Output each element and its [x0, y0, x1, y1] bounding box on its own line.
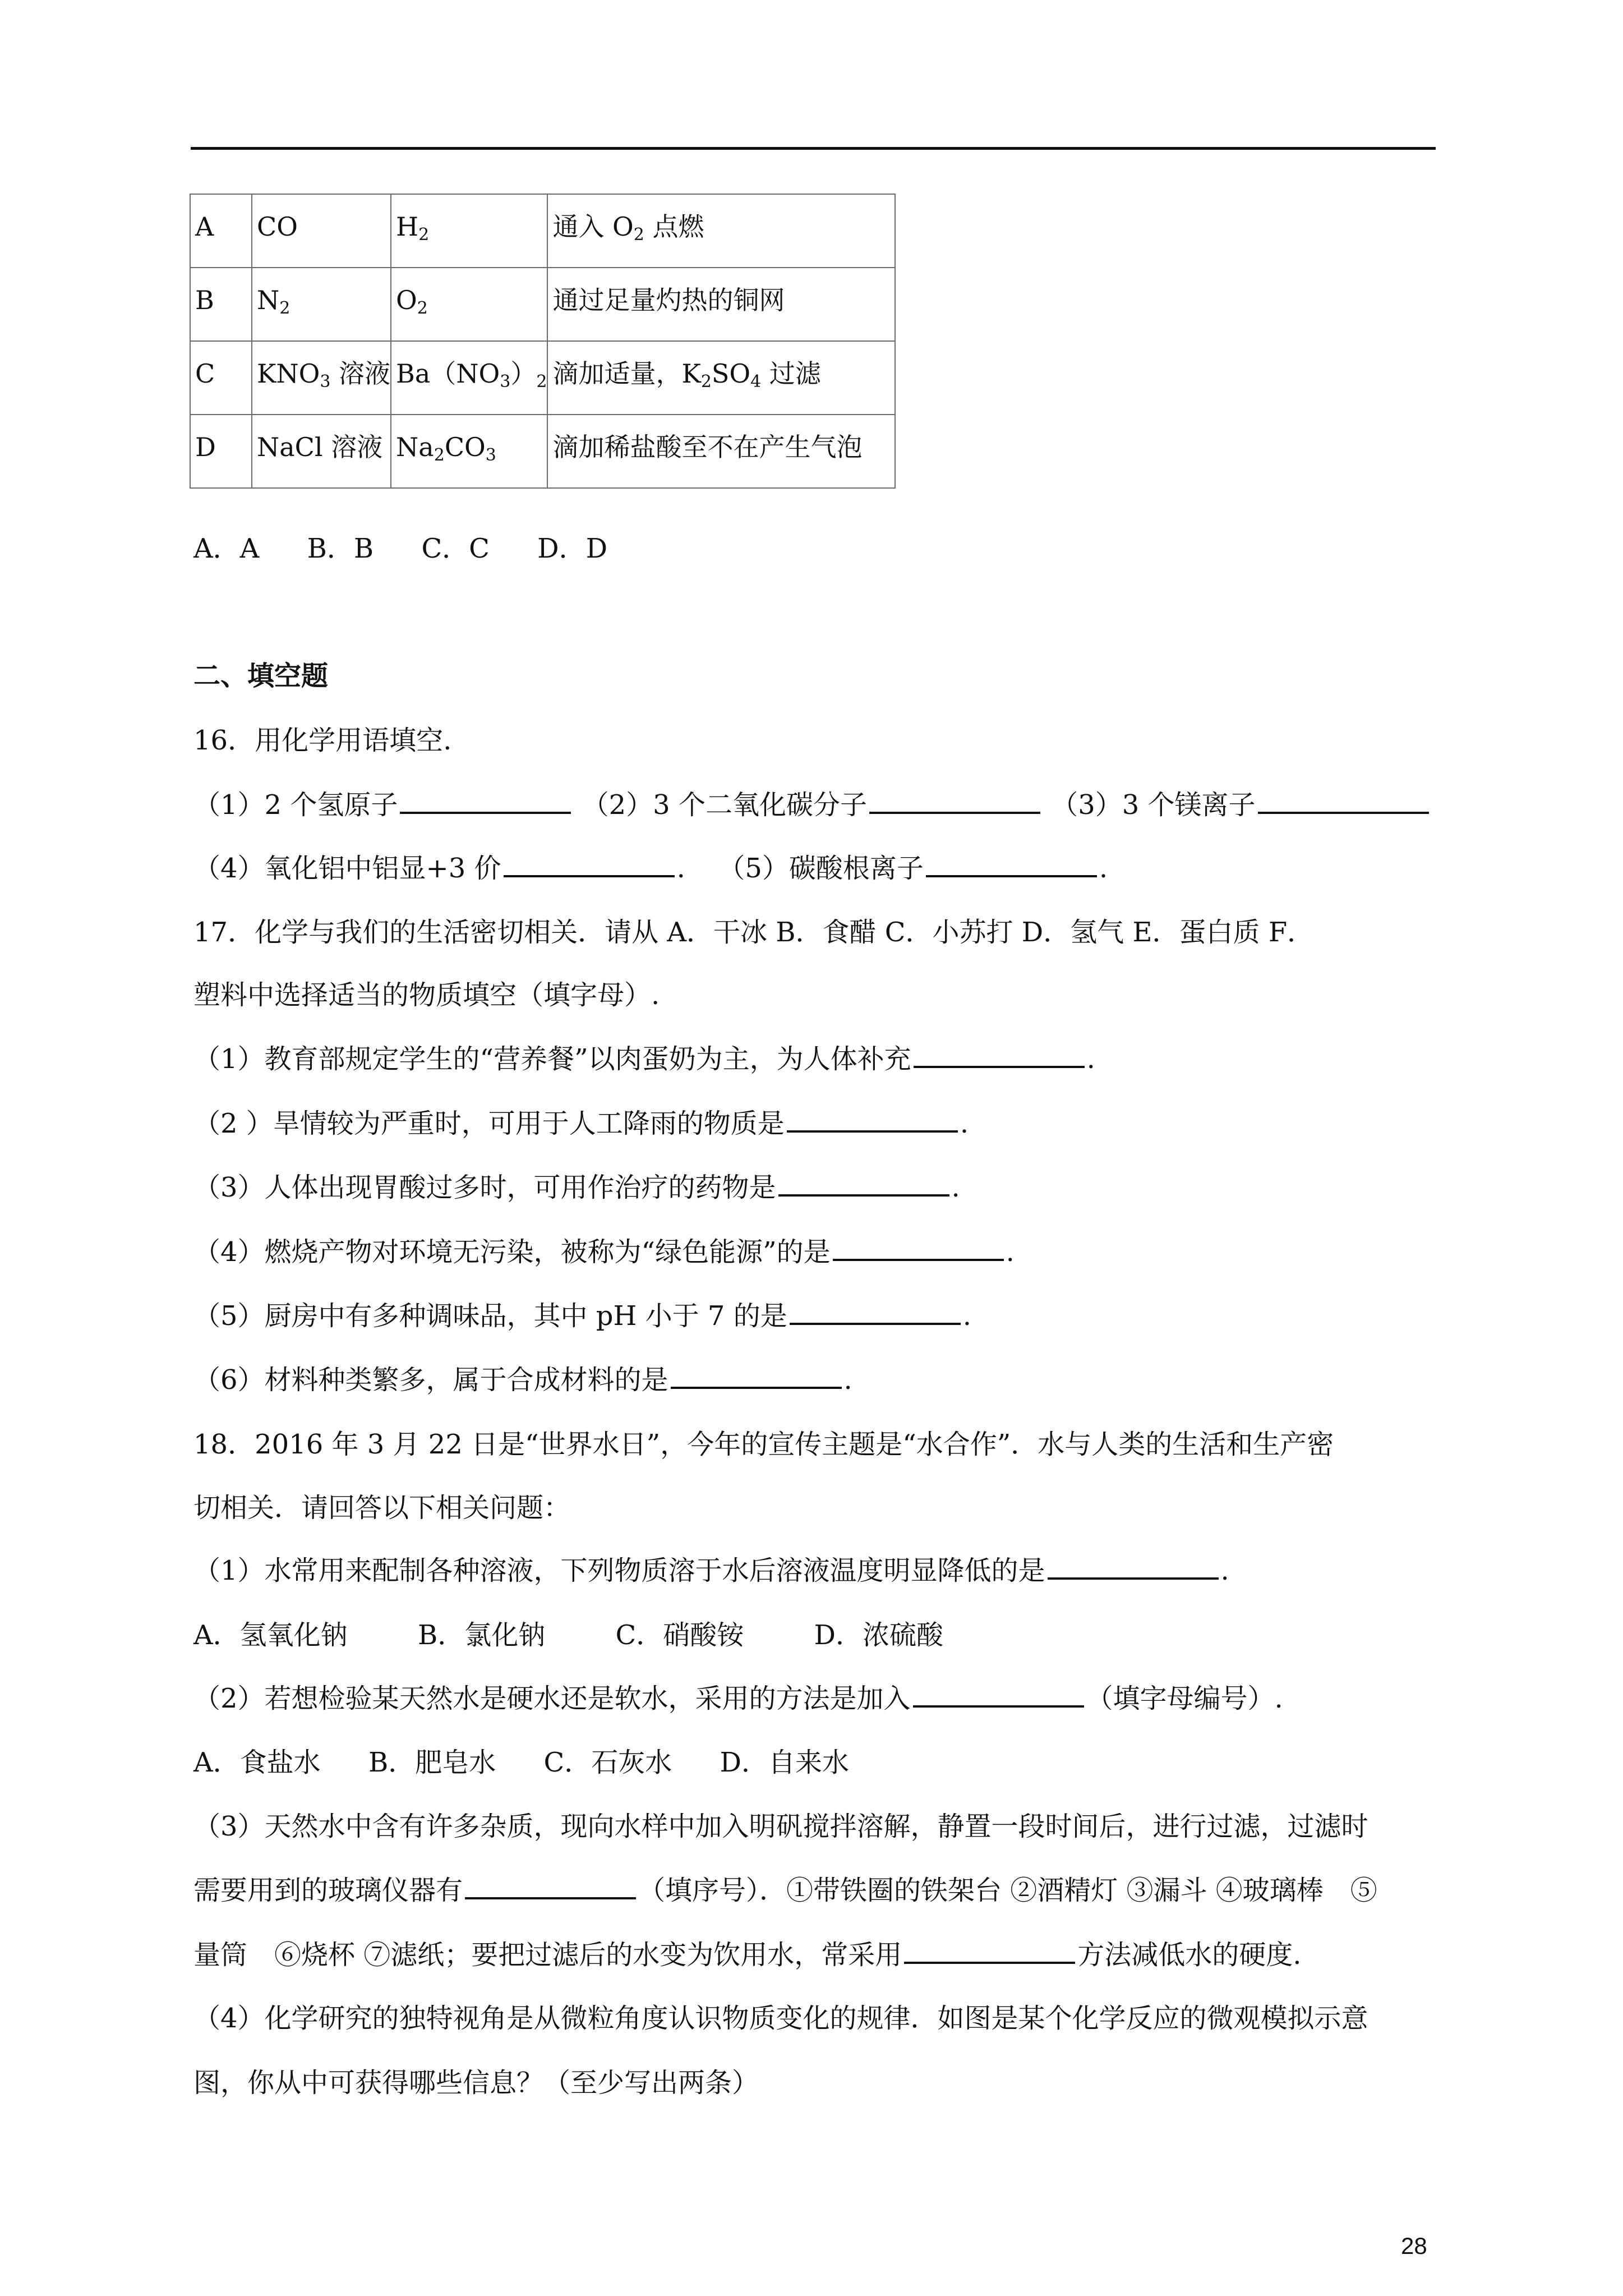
choice-d[interactable]: D．自来水 [720, 1747, 849, 1778]
choice-d[interactable]: D．浓硫酸 [814, 1619, 943, 1651]
q18-part4-line2: 图，你从中可获得哪些信息？（至少写出两条） [193, 2067, 759, 2099]
q18-part1: （1）水常用来配制各种溶液，下列物质溶于水后溶液温度明显降低的是 . [193, 1555, 1229, 1586]
method-cell: 滴加稀盐酸至不在产生气泡 [547, 415, 895, 488]
q17-stem-1: 17．化学与我们的生活密切相关．请从 A．干冰 B．食醋 C．小苏打 D．氢气 E．蛋白质 F． [193, 917, 1315, 948]
method-cell: 通过足量灼热的铜网 [547, 268, 895, 341]
answer-blank[interactable] [778, 1172, 949, 1197]
choice-b[interactable]: B．氯化钠 [417, 1619, 546, 1651]
choice-a[interactable]: A．A [193, 533, 260, 564]
answer-blank[interactable] [465, 1875, 636, 1899]
q18-part2: （2）若想检验某天然水是硬水还是软水，采用的方法是加入 （填字母编号）. [193, 1683, 1283, 1714]
section-title: 二、填空题 [193, 660, 329, 692]
choice-b[interactable]: B．B [307, 533, 374, 564]
impurity-cell: $O_2$ [391, 268, 547, 341]
q17-item-5: （5）厨房中有多种调味品，其中 pH 小于 7 的是 . [193, 1300, 971, 1332]
answer-blank[interactable] [787, 1108, 958, 1133]
choice-c[interactable]: C．硝酸铵 [615, 1619, 744, 1651]
table-row [190, 194, 895, 268]
choice-b[interactable]: B．肥皂水 [368, 1747, 496, 1778]
substance-cell: NaCl 溶液 [252, 415, 391, 488]
row-letter: A [190, 194, 252, 268]
q18-part2-choices [193, 1746, 849, 1779]
q17-item-6: （6）材料种类繁多，属于合成材料的是 . [193, 1364, 852, 1396]
page-number: 28 [1401, 2233, 1427, 2259]
choice-a[interactable]: A．氢氧化钠 [193, 1619, 348, 1651]
row-letter: D [190, 415, 252, 488]
answer-blank[interactable] [914, 1043, 1085, 1068]
q18-stem-2: 切相关．请回答以下相关问题： [193, 1492, 571, 1524]
answer-blank[interactable] [913, 1683, 1084, 1708]
choice-c[interactable]: C．石灰水 [543, 1747, 672, 1778]
answer-blank[interactable] [1258, 789, 1429, 814]
answer-blank[interactable] [869, 789, 1040, 814]
table-row [190, 268, 895, 341]
q18-stem-1: 18．2016 年 3 月 22 日是“世界水日”，今年的宣传主题是“水合作”．水与人类的生活和生产密 [193, 1429, 1334, 1460]
table-row [190, 341, 895, 415]
choice-c[interactable]: C．C [421, 533, 490, 564]
q18-part1-choices [193, 1618, 943, 1652]
row-letter: C [190, 341, 252, 415]
choice-a[interactable]: A．食盐水 [193, 1747, 321, 1778]
q17-stem-2: 塑料中选择适当的物质填空（填字母）. [193, 979, 660, 1011]
q17-item-3: （3）人体出现胃酸过多时，可用作治疗的药物是 . [193, 1172, 960, 1203]
answer-blank[interactable] [926, 853, 1097, 877]
q16-stem: 16．用化学用语填空. [193, 725, 452, 756]
q16-line2: （4）氧化铝中铝显+3 价 . （5）碳酸根离子 . [193, 853, 1108, 884]
row-letter: B [190, 268, 252, 341]
answer-blank[interactable] [833, 1236, 1004, 1261]
table-row [190, 415, 895, 488]
answer-blank[interactable] [1048, 1555, 1219, 1580]
impurity-cell: $H_2$ [391, 194, 547, 268]
q17-item-4: （4）燃烧产物对环境无污染，被称为“绿色能源”的是 . [193, 1236, 1015, 1268]
q15-choices [193, 532, 607, 565]
answer-blank[interactable] [790, 1300, 961, 1325]
q18-part3-line2: 需要用到的玻璃仪器有 （填序号）．①带铁圈的铁架台 ②酒精灯 ③漏斗 ④玻璃棒 ⑤ [193, 1875, 1377, 1906]
options-table [190, 194, 896, 489]
impurity-cell: $Na_2CO_3$ [391, 415, 547, 488]
answer-blank[interactable] [400, 789, 571, 814]
header-rule [191, 147, 1436, 150]
method-cell: 滴加适量，$K_2SO_4$ 过滤 [547, 341, 895, 415]
q17-item-1: （1）教育部规定学生的“营养餐”以肉蛋奶为主，为人体补充 . [193, 1043, 1095, 1075]
answer-blank[interactable] [671, 1364, 842, 1389]
answer-blank[interactable] [504, 853, 675, 877]
method-cell: 通入 $O_2$ 点燃 [547, 194, 895, 268]
q18-part3-line3: 量筒 ⑥烧杯 ⑦滤纸；要把过滤后的水变为饮用水，常采用 方法减低水的硬度. [193, 1939, 1302, 1971]
q18-part4-line1: （4）化学研究的独特视角是从微粒角度认识物质变化的规律．如图是某个化学反应的微观模拟示意 [193, 2003, 1368, 2034]
choice-d[interactable]: D．D [537, 533, 608, 564]
q18-part3-line1: （3）天然水中含有许多杂质，现向水样中加入明矾搅拌溶解，静置一段时间后，进行过滤，过滤时 [193, 1811, 1368, 1842]
answer-blank[interactable] [904, 1939, 1075, 1964]
impurity-cell: $Ba(NO_3)_2$ [391, 341, 547, 415]
substance-cell: $N_2$ [252, 268, 391, 341]
q16-line1: （1）2 个氢原子 （2）3 个二氧化碳分子 （3）3 个镁离子 [193, 788, 1431, 822]
q17-item-2: （2 ）旱情较为严重时，可用于人工降雨的物质是 . [193, 1108, 969, 1139]
substance-cell: CO [252, 194, 391, 268]
substance-cell: $KNO_3$ 溶液 [252, 341, 391, 415]
